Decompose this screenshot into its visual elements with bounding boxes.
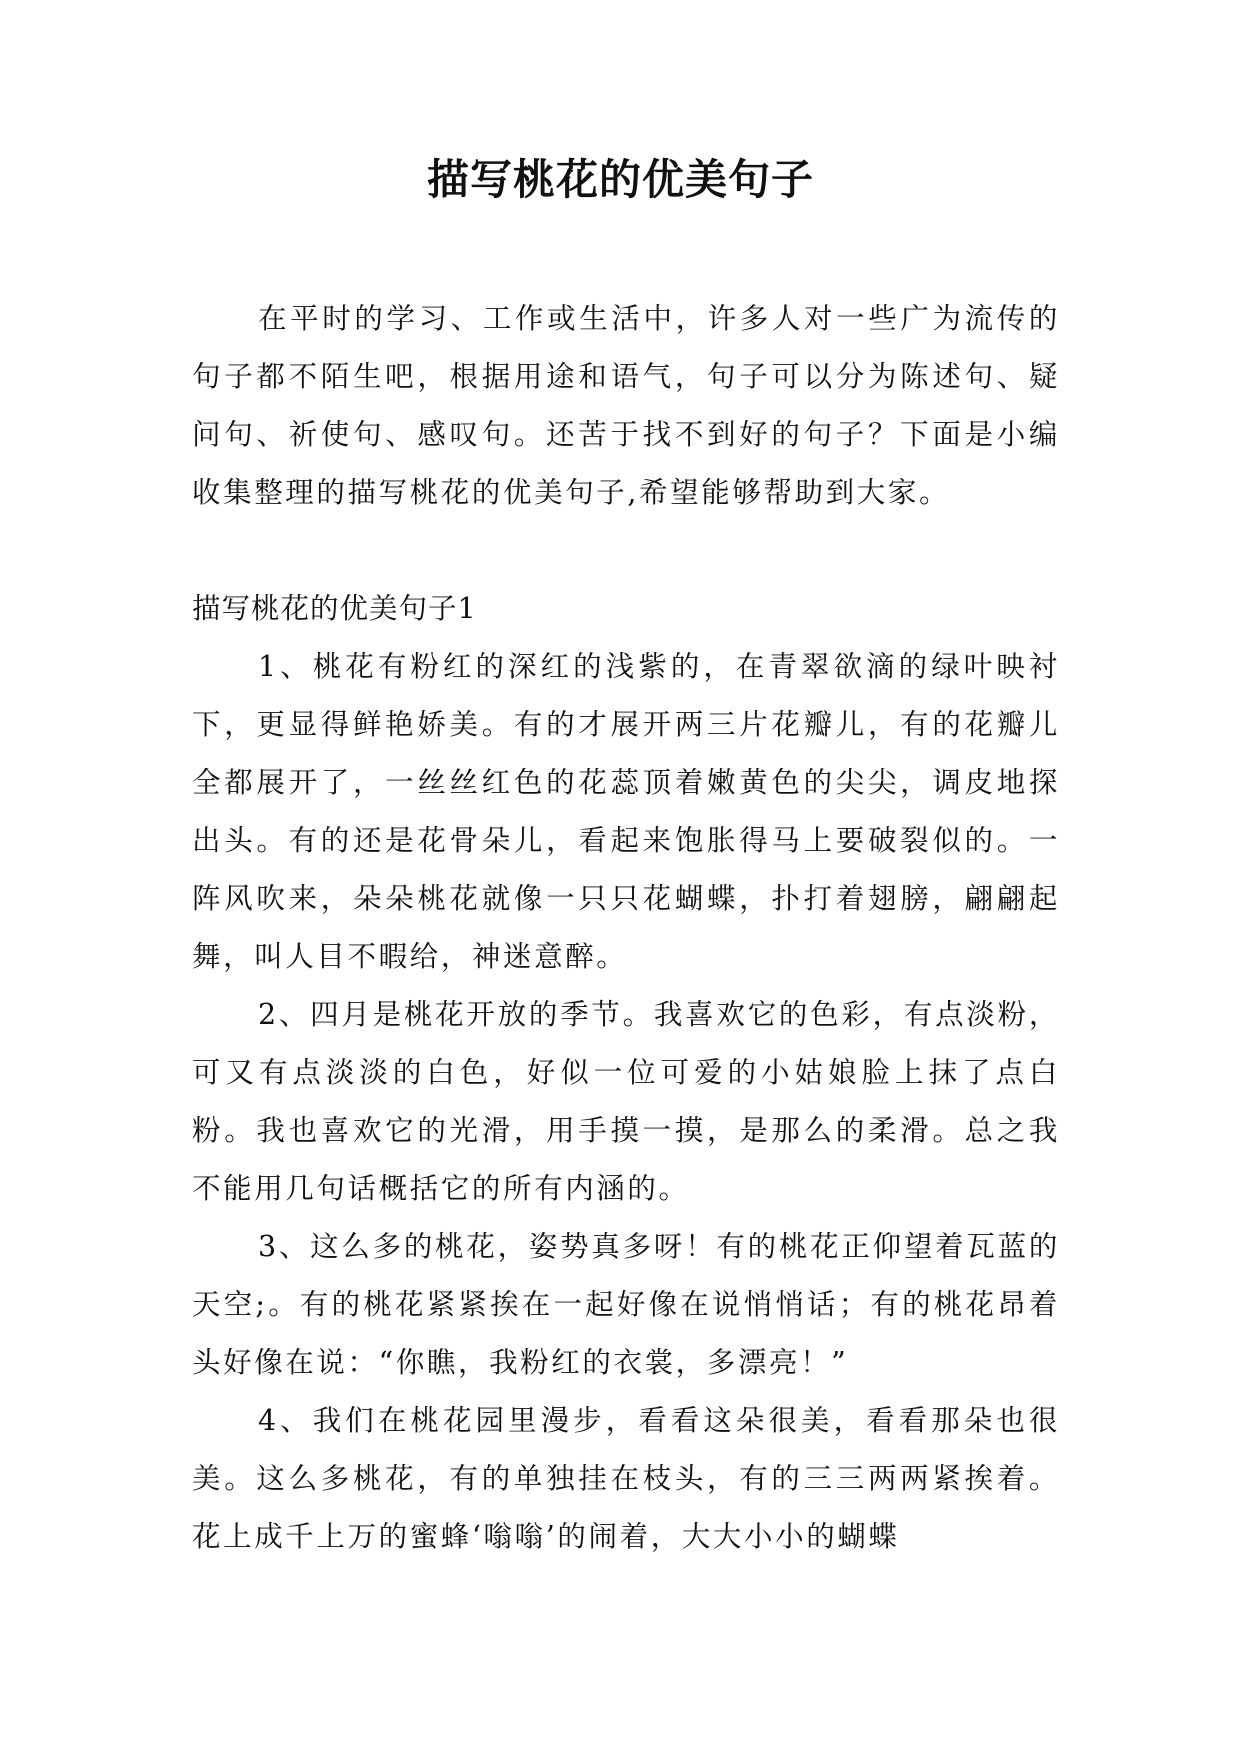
sentence-list bbox=[192, 638, 1060, 1566]
list-item: 3、这么多的桃花，姿势真多呀！有的桃花正仰望着瓦蓝的天空;。有的桃花紧紧挨在一起好像在说悄悄话；有的桃花昂着头好像在说：“你瞧，我粉红的衣裳，多漂亮！” bbox=[192, 1230, 1060, 1379]
list-item: 1、桃花有粉红的深红的浅紫的，在青翠欲滴的绿叶映衬下，更显得鲜艳娇美。有的才展开两三片花瓣儿，有的花瓣儿全都展开了，一丝丝红色的花蕊顶着嫩黄色的尖尖，调皮地探出头。有的还是花骨朵儿，看起来饱胀得马上要破裂似的。一阵风吹来，朵朵桃花就像一只只花蝴蝶，扑打着翅膀，翩翩起舞，叫人目不暇给，神迷意醉。 bbox=[192, 650, 1060, 973]
list-item: 4、我们在桃花园里漫步，看看这朵很美，看看那朵也很美。这么多桃花，有的单独挂在枝头，有的三三两两紧挨着。花上成千上万的蜜蜂‘嗡嗡’的闹着，大大小小的蝴蝶 bbox=[192, 1404, 1060, 1553]
intro-paragraph: 在平时的学习、工作或生活中，许多人对一些广为流传的句子都不陌生吧，根据用途和语气，句子可以分为陈述句、疑问句、祈使句、感叹句。还苦于找不到好的句子？下面是小编收集整理的描写桃花的优美句子,希望能够帮助到大家。 bbox=[192, 302, 1060, 509]
document-title: 描写桃花的优美句子 bbox=[426, 155, 814, 204]
section-heading: 描写桃花的优美句子1 bbox=[192, 592, 477, 625]
list-item: 2、四月是桃花开放的季节。我喜欢它的色彩，有点淡粉，可又有点淡淡的白色，好似一位可爱的小姑娘脸上抹了点白粉。我也喜欢它的光滑，用手摸一摸，是那么的柔滑。总之我不能用几句话概括它的所有内涵的。 bbox=[192, 998, 1060, 1205]
